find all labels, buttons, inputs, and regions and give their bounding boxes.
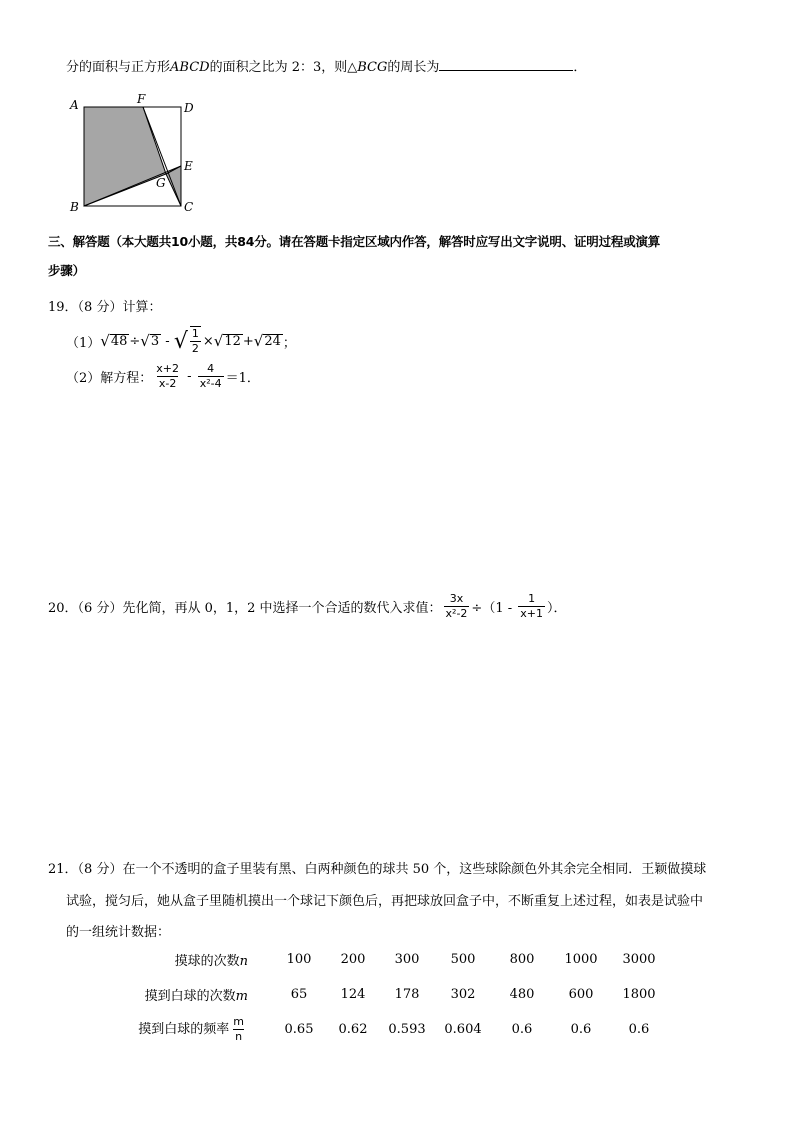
abcd-label: ABCD [170, 60, 210, 75]
stats-table [88, 942, 668, 1047]
row-label: 摸到白球的次数m [144, 989, 248, 1004]
label-b: B [70, 200, 79, 214]
label-a: A [70, 98, 79, 112]
q20: 20．（6 分）先化简，再从 0，1，2 中选择一个合适的数代入求值： $\frac{3x}{\text{x²-2}}$ ÷（1 - $\frac{1}{x+1}$ ）． [48, 592, 567, 620]
q21-line3: 的一组统计数据： [66, 925, 171, 940]
table-row: 摸球的次数n 100 200 300 500 800 1000 3000 [88, 942, 668, 977]
label-e: E [184, 159, 193, 173]
section3-header: 三、解答题（本大题共10小题，共84分。请在答题卡指定区域内作答，解答时应写出文字说明、证明过程或演算 步骤） [48, 234, 661, 278]
q18-line: 分的面积与正方形ABCD的面积之比为 2：3，则△BCG的周长为 ． [66, 60, 587, 75]
row-label: 摸到白球的频率 $\frac{m}{n}$ [138, 1015, 244, 1043]
label-g: G [156, 176, 166, 190]
q21-line2: 试验，搅匀后，她从盒子里随机摸出一个球记下颜色后，再把球放回盒子中，不断重复上述过程，如表是试验中 [66, 894, 704, 909]
q21-line1: 21．（8 分）在一个不透明的盒子里装有黑、白两种颜色的球共 50 个，这些球除颜色外其余完全相同．王颖做摸球 [48, 862, 707, 877]
answer-blank[interactable] [439, 58, 573, 71]
label-d: D [184, 101, 194, 115]
table-row: 摸到白球的频率 $\frac{m}{n}$ 0.65 0.62 0.593 0.604 0.6 0.6 0.6 [88, 1012, 668, 1047]
shaded-region-abgf [84, 107, 166, 206]
row-label: 摸球的次数n [174, 954, 248, 969]
table-row: 摸到白球的次数m 65 124 178 302 480 600 1800 [88, 977, 668, 1012]
label-c: C [184, 200, 194, 214]
q19-part1: （1） √ 48 ÷ √ 3 - √ $\frac{1}{2}$ × √ 12 + √ 24 ； [66, 327, 296, 355]
label-f: F [137, 92, 146, 106]
square-figure [64, 90, 204, 216]
q19-head: 19．（8 分）计算： [48, 300, 162, 315]
bcg-label: BCG [357, 60, 388, 75]
q19-part2: （2）解方程： $\frac{x+2}{x-2}$ - $\frac{4}{\text{x²-4}}$ ＝1． [66, 362, 260, 390]
